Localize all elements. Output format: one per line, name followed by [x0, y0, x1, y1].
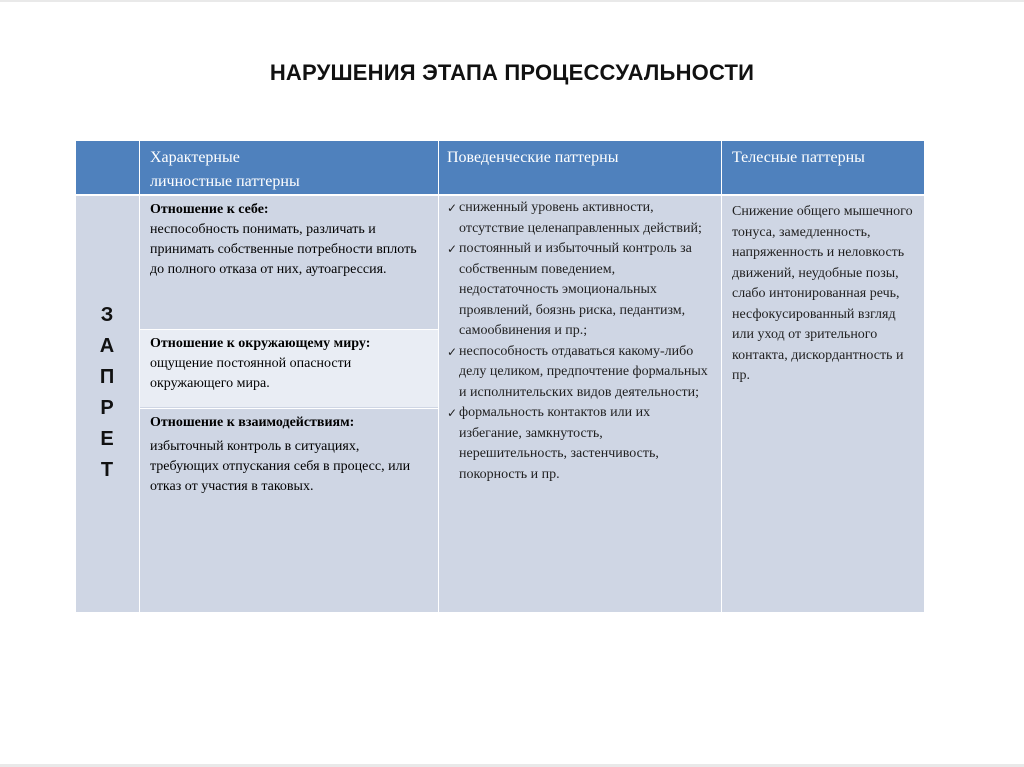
- section-text: неспособность понимать, различать и принимать собственные потребности вплоть до полного отказа от них, аутоагрессия.: [150, 222, 417, 277]
- section-heading: Отношение к взаимодействиям:: [150, 415, 355, 430]
- behavioral-patterns-cell: [439, 196, 721, 612]
- behavioral-item: ✓ постоянный и избыточный контроль за собственным поведением, недостаточность эмоциональных проявлений, боязнь риска, педантизм, самообвинения и пр.;: [447, 241, 692, 338]
- section-text: ощущение постоянной опасности окружающего мира.: [150, 356, 352, 391]
- row-label-letter: Р: [100, 397, 114, 419]
- header-cell-label: [76, 141, 139, 194]
- personal-section-self: [140, 196, 438, 328]
- section-text: избыточный контроль в ситуациях, требующих отпускания себя в процесс, или отказ от участия в таковых.: [150, 439, 411, 494]
- row-label-letter: А: [99, 335, 115, 357]
- checkmark-icon: ✓: [447, 242, 458, 256]
- behavioral-item: ✓ сниженный уровень активности, отсутствие целенаправленных действий;: [447, 200, 702, 236]
- bodily-text: Снижение общего мышечного тонуса, замедленность, напряженность и неловкость движений, неудобные позы, слабо интонированная речь, несфокусированный взгляд или уход от зрительного контакта, дискордантность и пр.: [732, 204, 913, 383]
- section-heading: Отношение к себе:: [150, 202, 269, 217]
- personal-section-interactions: [140, 408, 438, 612]
- header-behavioral-patterns: Поведенческие паттерны: [439, 141, 721, 194]
- row-label-letter: П: [99, 366, 115, 388]
- personal-section-world: [140, 329, 438, 407]
- slide-top-edge: [0, 0, 1024, 2]
- behavioral-item: ✓ формальность контактов или их избегание, замкнутость, нерешительность, застенчивость, покорность и пр.: [447, 405, 659, 482]
- checkmark-icon: ✓: [447, 406, 458, 420]
- header-personal-patterns: [140, 141, 438, 194]
- bodily-patterns-cell: [722, 196, 924, 612]
- row-label-vertical: [78, 300, 136, 486]
- row-label-letter: Е: [100, 428, 114, 450]
- header-personal-line2: личностные паттерны: [150, 173, 300, 190]
- header-bodily-patterns: Телесные паттерны: [722, 141, 924, 194]
- row-label-letter: Т: [100, 459, 114, 481]
- checkmark-icon: ✓: [447, 201, 458, 215]
- header-personal-line1: Характерные: [150, 149, 240, 166]
- behavioral-item: ✓ неспособность отдаваться какому-либо делу целиком, предпочтение формальных и исполнительских видов деятельности;: [447, 343, 708, 400]
- section-heading: Отношение к окружающему миру:: [150, 336, 371, 351]
- row-label-letter: З: [100, 304, 114, 326]
- page-title: НАРУШЕНИЯ ЭТАПА ПРОЦЕССУАЛЬНОСТИ: [269, 60, 755, 85]
- checkmark-icon: ✓: [447, 344, 458, 359]
- behavioral-list: [449, 198, 713, 485]
